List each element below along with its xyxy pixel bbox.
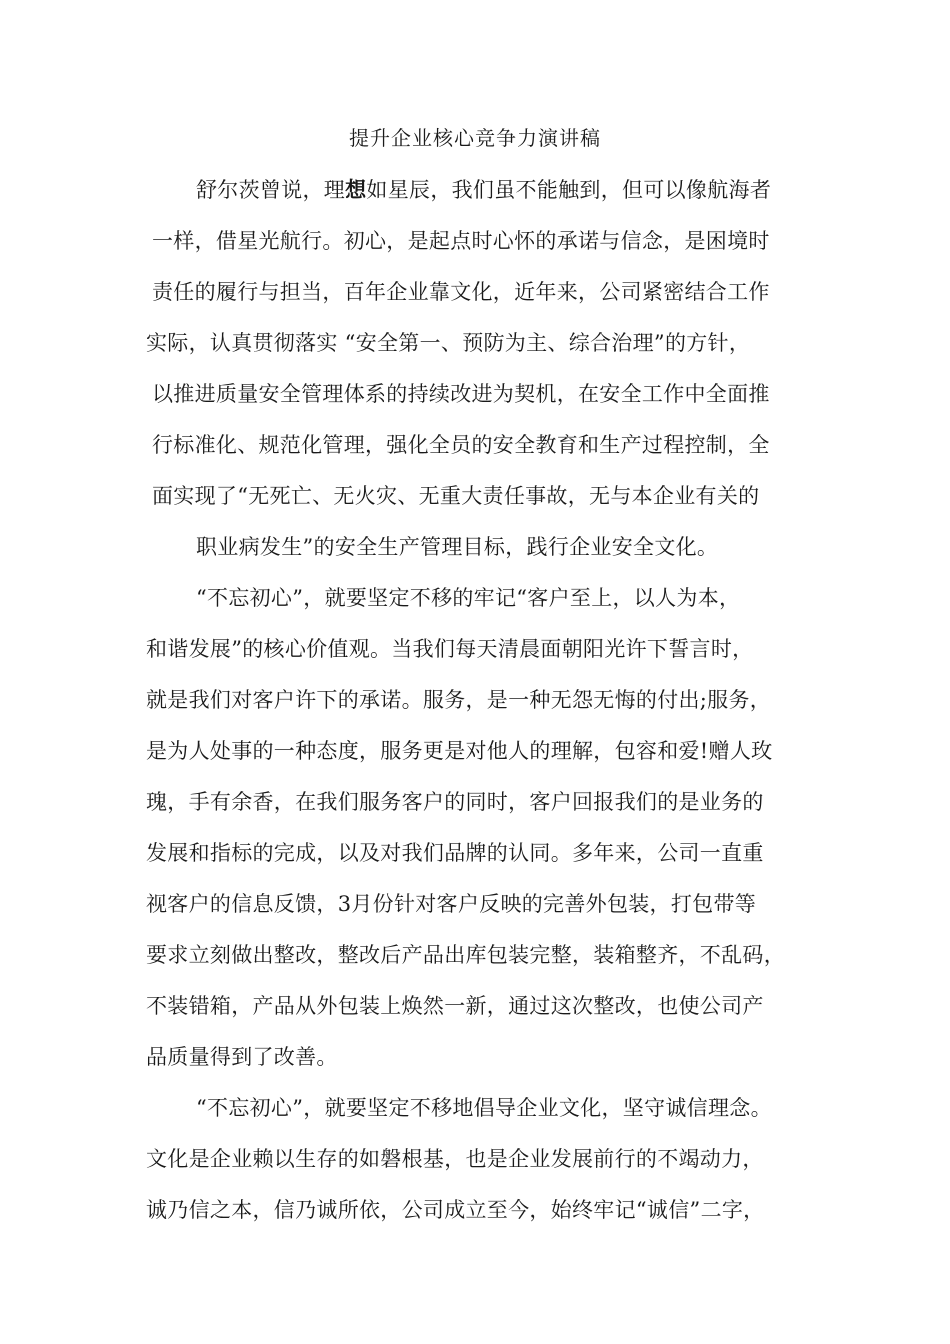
document-title: 提升企业核心竞争力演讲稿	[349, 126, 601, 150]
body-line-11: 就是我们对客户许下的承诺。服务，是一种无怨无悔的付出;服务，	[146, 688, 772, 712]
body-line-2: 一样，借星光航行。初心，是起点时心怀的承诺与信念，是困境时	[152, 229, 770, 253]
bold-character: 想	[345, 177, 367, 202]
body-line-14: 发展和指标的完成，以及对我们品牌的认同。多年来，公司一直重	[146, 841, 764, 865]
body-line-15: 视客户的信息反馈，3月份针对客户反映的完善外包装，打包带等	[146, 892, 757, 916]
body-line-7: 面实现了“无死亡、无火灾、无重大责任事故，无与本企业有关的	[152, 484, 760, 508]
body-line-1: 舒尔茨曾说，理想如星辰，我们虽不能触到，但可以像航海者	[196, 177, 772, 202]
body-line-12: 是为人处事的一种态度，服务更是对他人的理解，包容和爱!赠人玫	[146, 739, 773, 763]
body-line-4: 实际，认真贯彻落实 “安全第一、预防为主、综合治理”的方针，	[146, 331, 751, 355]
body-line-20: 文化是企业赖以生存的如磐根基，也是企业发展前行的不竭动力，	[146, 1147, 764, 1171]
body-line-16: 要求立刻做出整改，整改后产品出库包装完整，装箱整齐，不乱码，	[146, 943, 785, 967]
body-line-9: “不忘初心”，就要坚定不移的牢记“客户至上，以人为本，	[196, 586, 741, 610]
body-line-17: 不装错箱，产品从外包装上焕然一新，通过这次整改，也使公司产	[146, 994, 764, 1018]
body-line-8: 职业病发生”的安全生产管理目标，践行企业安全文化。	[196, 535, 719, 559]
body-line-6: 行标准化、规范化管理，强化全员的安全教育和生产过程控制，全	[152, 433, 770, 457]
body-line-18: 品质量得到了改善。	[146, 1045, 338, 1069]
body-line-13: 瑰，手有余香，在我们服务客户的同时，客户回报我们的是业务的	[146, 790, 764, 814]
body-line-3: 责任的履行与担当，百年企业靠文化，近年来，公司紧密结合工作	[152, 280, 770, 304]
body-line-19: “不忘初心”，就要坚定不移地倡导企业文化，坚守诚信理念。	[196, 1096, 772, 1120]
body-line-5: 以推进质量安全管理体系的持续改进为契机，在安全工作中全面推	[152, 382, 770, 406]
body-line-21: 诚乃信之本，信乃诚所依，公司成立至今，始终牢记“诚信”二字，	[146, 1198, 765, 1222]
body-line-10: 和谐发展”的核心价值观。当我们每天清晨面朝阳光许下誓言时，	[146, 637, 754, 661]
